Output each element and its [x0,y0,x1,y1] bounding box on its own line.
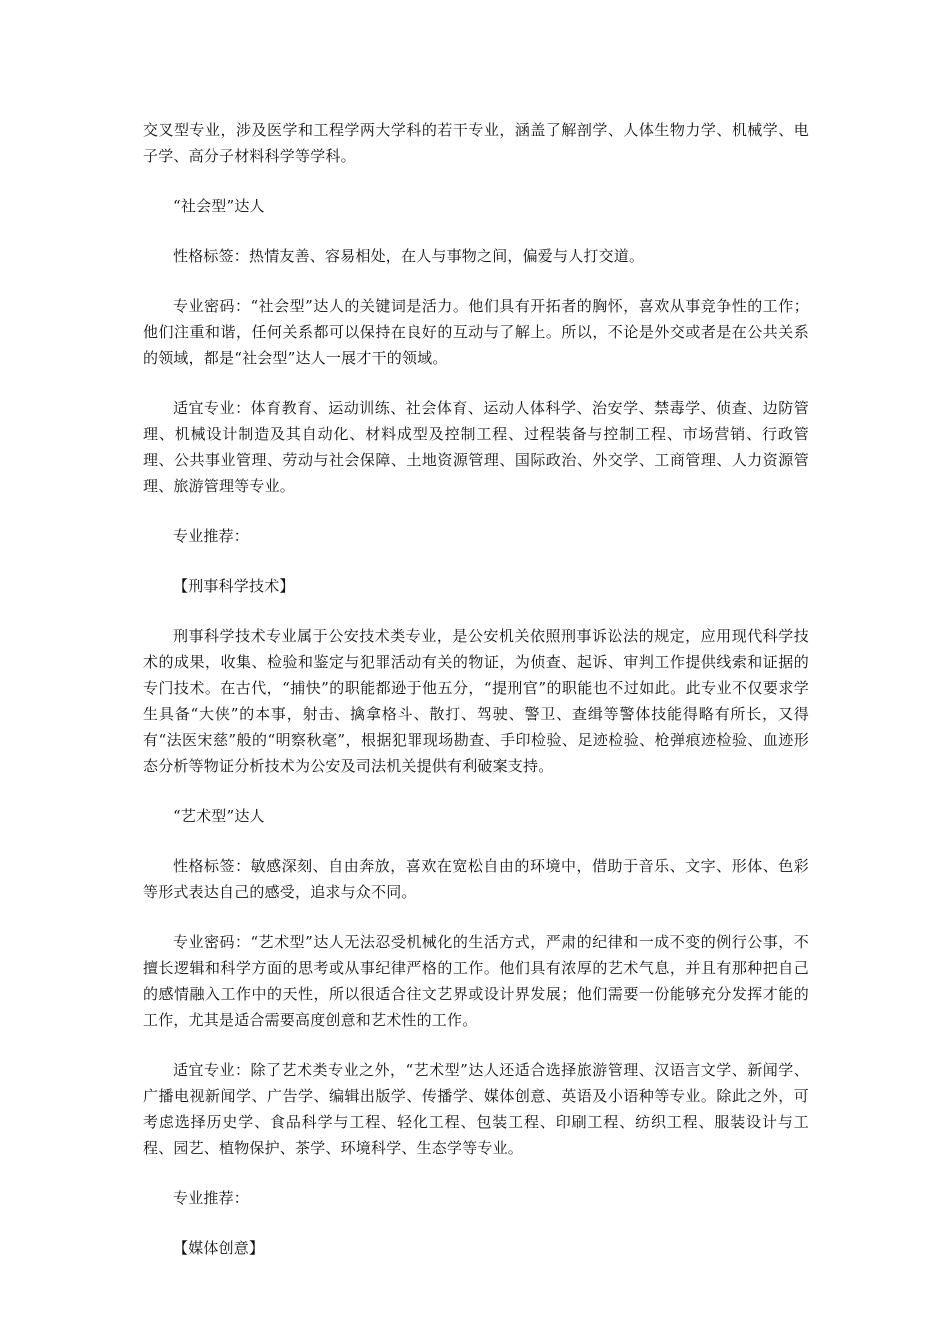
paragraph-major-code-art: 专业密码：“艺术型”达人无法忍受机械化的生活方式，严肃的纪律和一成不变的例行公事，不擅长逻辑和科学方面的思考或从事纪律严格的工作。他们具有浓厚的艺术气息，并且有那种把自己的感情融入工作中的天性，所以很适合往文艺界或设计界发展；他们需要一份能够充分发挥才能的工作，尤其是适合需要高度创意和艺术性的工作。 [143,933,809,1029]
label-major-recommendation: 专业推荐： [173,527,250,545]
paragraph-personality-tag-art: 性格标签：敏感深刻、自由奔放，喜欢在宽松自由的环境中，借助于音乐、文字、形体、色彩等形式表达自己的感受，追求与众不同。 [143,857,809,901]
label-major-recommendation-art: 专业推荐： [173,1189,250,1207]
paragraph-continuation: 交叉型专业，涉及医学和工程学两大学科的若干专业，涵盖了解剖学、人体生物力学、机械学、电子学、高分子材料科学等学科。 [143,121,809,165]
heading-forensic-science: 【刑事科学技术】 [173,577,295,595]
paragraph-forensic-science: 刑事科学技术专业属于公安技术类专业，是公安机关依照刑事诉讼法的规定，应用现代科学技术的成果，收集、检验和鉴定与犯罪活动有关的物证，为侦查、起诉、审判工作提供线索和证据的专门技术。在古代，“捕快”的职能都逊于他五分，“提刑官”的职能也不过如此。此专业不仅要求学生具备“大侠”的本事，射击、擒拿格斗、散打、驾驶、警卫、查缉等警体技能得略有所长，又得有“法医宋慈”般的“明察秋毫”，根据犯罪现场勘查、手印检验、足迹检验、枪弹痕迹检验、血迹形态分析等物证分析技术为公安及司法机关提供有利破案支持。 [143,627,809,775]
paragraph-suitable-majors: 适宜专业：体育教育、运动训练、社会体育、运动人体科学、治安学、禁毒学、侦查、边防管理、机械设计制造及其自动化、材料成型及控制工程、过程装备与控制工程、市场营销、行政管理、公共事业管理、劳动与社会保障、土地资源管理、国际政治、外交学、工商管理、人力资源管理、旅游管理等专业。 [143,399,809,495]
section-heading-art-type: “艺术型”达人 [173,807,265,825]
heading-media-creativity: 【媒体创意】 [173,1239,265,1257]
section-heading-social-type: “社会型”达人 [173,197,265,215]
document-body [143,117,809,1285]
paragraph-suitable-majors-art: 适宜专业：除了艺术类专业之外，“艺术型”达人还适合选择旅游管理、汉语言文学、新闻学、广播电视新闻学、广告学、编辑出版学、传播学、媒体创意、英语及小语种等专业。除此之外，可考虑选择历史学、食品科学与工程、轻化工程、包装工程、印刷工程、纺织工程、服装设计与工程、园艺、植物保护、茶学、环境科学、生态学等专业。 [143,1061,809,1157]
paragraph-personality-tag: 性格标签：热情友善、容易相处，在人与事物之间，偏爱与人打交道。 [173,247,645,265]
paragraph-major-code: 专业密码：“社会型”达人的关键词是活力。他们具有开拓者的胸怀，喜欢从事竞争性的工作；他们注重和谐，任何关系都可以保持在良好的互动与了解上。所以，不论是外交或者是在公共关系的领域，都是“社会型”达人一展才干的领域。 [143,297,809,367]
